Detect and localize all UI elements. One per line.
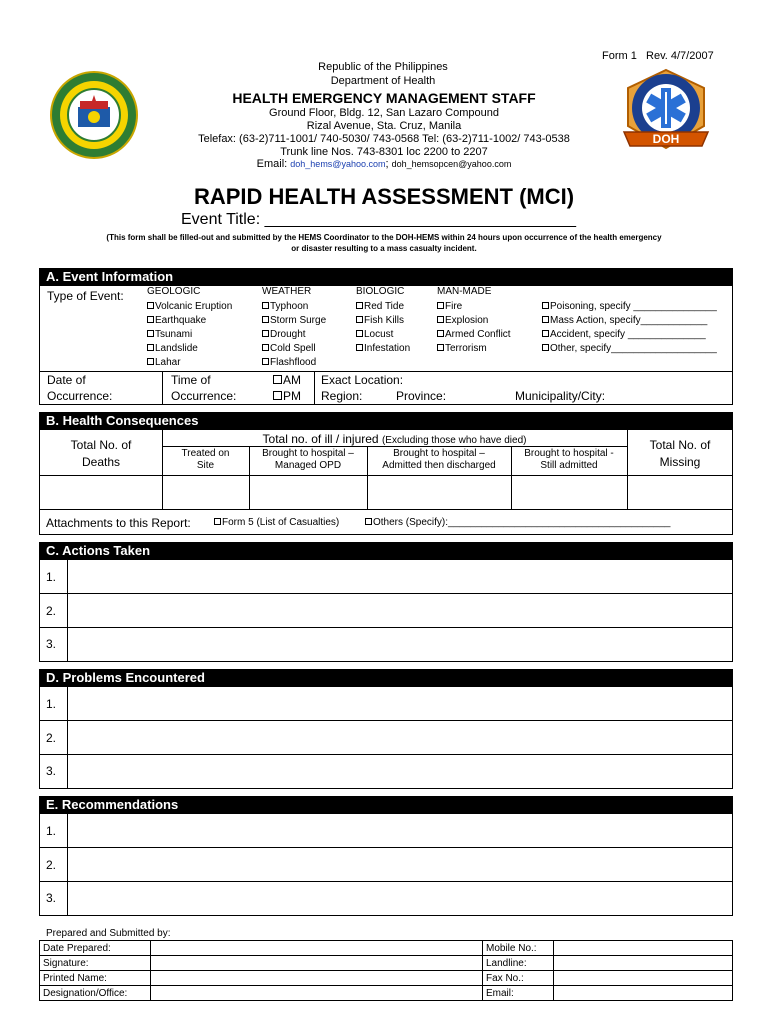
doh-badge-label: DOH [652, 132, 680, 146]
attachments-label: Attachments to this Report: [46, 516, 191, 530]
section-e-header: E. Recommendations [39, 796, 733, 813]
checkbox-mass-action[interactable]: Mass Action, specify____________ [542, 315, 707, 327]
problem-input-2[interactable] [68, 721, 732, 754]
time-label-1: Time of [171, 373, 211, 387]
header-trunk: Trunk line Nos. 743-8301 loc 2200 to 2207 [280, 146, 488, 158]
problem-number-1: 1. [46, 697, 57, 711]
checkbox-armed-conflict[interactable]: Armed Conflict [437, 329, 511, 341]
category-biologic: BIOLOGIC [356, 286, 405, 297]
email-label: Email: [256, 158, 288, 170]
problem-number-3: 3. [46, 764, 57, 778]
action-input-3[interactable] [68, 628, 732, 661]
section-b-header: B. Health Consequences [39, 412, 733, 429]
form-revision: Rev. 4/7/2007 [646, 50, 714, 62]
recommendation-input-2[interactable] [68, 848, 732, 881]
form-number: Form 1 [602, 50, 637, 62]
deaths-header: Total No. of Deaths [70, 438, 132, 469]
designation-label: Designation/Office: [40, 986, 151, 1001]
problem-number-2: 2. [46, 731, 57, 745]
signature-label: Signature: [40, 956, 151, 971]
checkbox-locust[interactable]: Locust [356, 329, 393, 341]
recommendation-input-1[interactable] [68, 814, 732, 847]
checkbox-attachment-others[interactable]: Others (Specify):________________________________________ [365, 517, 670, 529]
admitted-discharged-input[interactable] [368, 476, 511, 509]
checkbox-earthquake[interactable]: Earthquake [147, 315, 206, 327]
checkbox-pm[interactable]: PM [273, 389, 301, 403]
landline-label: Landline: [483, 956, 554, 971]
problem-input-1[interactable] [68, 687, 732, 720]
recommendation-number-1: 1. [46, 824, 57, 838]
section-a-header: A. Event Information [39, 268, 733, 285]
instructions-line-2: or disaster resulting to a mass casualty incident. [291, 244, 477, 253]
category-weather: WEATHER [262, 286, 312, 297]
section-b-data-divider [39, 509, 733, 510]
checkbox-cold-spell[interactable]: Cold Spell [262, 343, 316, 355]
ill-injured-header: Total no. of ill / injured (Excluding those who have died) [262, 432, 527, 446]
date-label-2: Occurrence: [47, 389, 113, 403]
instructions-line-1: (This form shall be filled-out and submitted by the HEMS Coordinator to the DOH-HEMS within 24 hours upon occurrence of the health emergency [106, 233, 662, 242]
managed-opd-input[interactable] [250, 476, 367, 509]
email-link-2[interactable]: doh_hemsopcen@yahoo.com [391, 159, 512, 169]
checkbox-other[interactable]: Other, specify___________________ [542, 343, 717, 355]
landline-input[interactable] [554, 956, 733, 971]
email-field-label: Email: [483, 986, 554, 1001]
fax-input[interactable] [554, 971, 733, 986]
event-title-field[interactable]: Event Title: ___________________________________ [181, 211, 577, 228]
action-number-2: 2. [46, 604, 57, 618]
checkbox-storm-surge[interactable]: Storm Surge [262, 315, 326, 327]
checkbox-explosion[interactable]: Explosion [437, 315, 488, 327]
action-number-3: 3. [46, 637, 57, 651]
managed-opd-header: Brought to hospital – Managed OPD [262, 448, 354, 471]
date-prepared-label: Date Prepared: [40, 941, 151, 956]
action-input-2[interactable] [68, 594, 732, 627]
signature-input[interactable] [151, 956, 483, 971]
checkbox-drought[interactable]: Drought [262, 329, 306, 341]
checkbox-tsunami[interactable]: Tsunami [147, 329, 192, 341]
signature-table [39, 940, 733, 1001]
printed-name-input[interactable] [151, 971, 483, 986]
prepared-by-label: Prepared and Submitted by: [46, 928, 171, 939]
municipality-label: Municipality/City: [515, 389, 606, 403]
type-of-event-label: Type of Event: [47, 289, 124, 303]
recommendation-number-2: 2. [46, 858, 57, 872]
section-d-header: D. Problems Encountered [39, 669, 733, 686]
header-telefax: Telefax: (63-2)711-1001/ 740-5030/ 743-0568 Tel: (63-2)711-1002/ 743-0538 [198, 133, 570, 145]
section-a-divider [39, 371, 733, 372]
designation-input[interactable] [151, 986, 483, 1001]
problem-input-3[interactable] [68, 755, 732, 788]
header-address-1: Ground Floor, Bldg. 12, San Lazaro Compound [269, 107, 499, 119]
still-admitted-input[interactable] [512, 476, 627, 509]
checkbox-terrorism[interactable]: Terrorism [437, 343, 487, 355]
checkbox-red-tide[interactable]: Red Tide [356, 301, 404, 313]
treated-on-site-input[interactable] [163, 476, 249, 509]
checkbox-infestation[interactable]: Infestation [356, 343, 410, 355]
header-republic: Republic of the Philippines [318, 61, 448, 73]
treated-on-site-header: Treated on Site [181, 448, 230, 471]
checkbox-typhoon[interactable]: Typhoon [262, 301, 308, 313]
fax-label: Fax No.: [483, 971, 554, 986]
time-label-2: Occurrence: [171, 389, 237, 403]
checkbox-volcanic-eruption[interactable]: Volcanic Eruption [147, 301, 232, 313]
category-geologic: GEOLOGIC [147, 286, 201, 297]
recommendation-number-3: 3. [46, 891, 57, 905]
action-number-1: 1. [46, 570, 57, 584]
email-separator: ; [385, 158, 389, 170]
recommendation-input-3[interactable] [68, 882, 732, 915]
email-link-1[interactable]: doh_hems@yahoo.com [290, 159, 386, 169]
checkbox-form5[interactable]: Form 5 (List of Casualties) [214, 517, 339, 529]
mobile-label: Mobile No.: [483, 941, 554, 956]
admitted-discharged-header: Brought to hospital – Admitted then discharged [382, 448, 496, 471]
action-input-1[interactable] [68, 560, 732, 593]
exact-location-label: Exact Location: [321, 373, 404, 387]
email-input[interactable] [554, 986, 733, 1001]
header-email [0, 158, 768, 171]
province-label: Province: [396, 389, 447, 403]
date-label-1: Date of [47, 373, 86, 387]
date-prepared-input[interactable] [151, 941, 483, 956]
divider-date-time [162, 371, 163, 405]
mobile-input[interactable] [554, 941, 733, 956]
header-org: HEALTH EMERGENCY MANAGEMENT STAFF [232, 90, 536, 106]
still-admitted-header: Brought to hospital - Still admitted [524, 448, 614, 471]
missing-header: Total No. of Missing [649, 438, 711, 469]
category-manmade: MAN-MADE [437, 286, 492, 297]
checkbox-lahar[interactable]: Lahar [147, 357, 181, 369]
header-address-2: Rizal Avenue, Sta. Cruz, Manila [306, 120, 462, 132]
printed-name-label: Printed Name: [40, 971, 151, 986]
checkbox-fish-kills[interactable]: Fish Kills [356, 315, 404, 327]
checkbox-accident[interactable]: Accident, specify ______________ [542, 329, 706, 341]
header-department: Department of Health [330, 75, 436, 87]
missing-input[interactable] [628, 476, 732, 509]
checkbox-fire[interactable]: Fire [437, 301, 462, 313]
page-title: RAPID HEALTH ASSESSMENT (MCI) [193, 184, 575, 209]
divider-time-location [314, 371, 315, 405]
checkbox-flashflood[interactable]: Flashflood [262, 357, 316, 369]
region-label: Region: [321, 389, 363, 403]
deaths-input[interactable] [40, 476, 162, 509]
checkbox-am[interactable]: AM [273, 373, 301, 387]
checkbox-poisoning[interactable]: Poisoning, specify _______________ [542, 301, 717, 313]
checkbox-landslide[interactable]: Landslide [147, 343, 198, 355]
section-c-header: C. Actions Taken [39, 542, 733, 559]
